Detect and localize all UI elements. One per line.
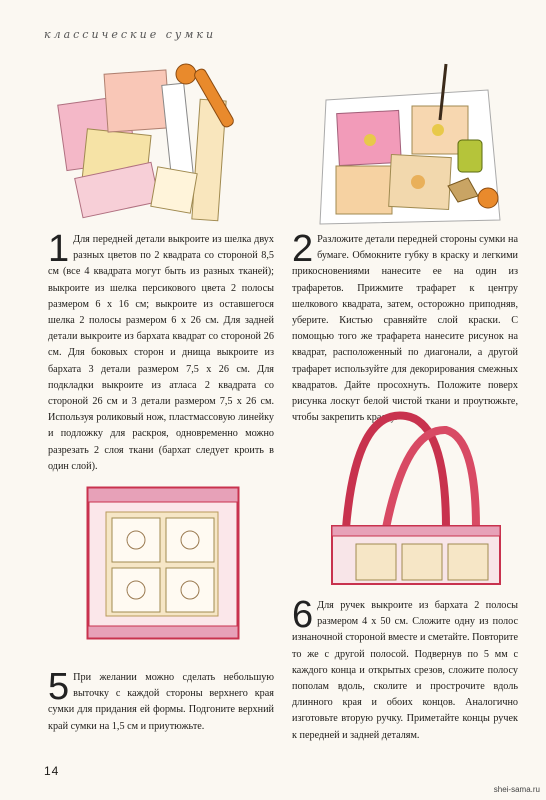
step-6-text: Для ручек выкроите из бархата 2 полосы размером 4 х 50 см. Сложите одну из полос изнаночной стороной вместе и сметайте. Повторите то же с другой полосой. Подвернув по 5 мм с каждого конца и открытых срезов, сложите полосу пополам вдоль, сколите и прострочите вдоль длинного края и обоих концов. Аналогично изготовьте вторую ручку. Приметайте концы ручек к передней и задней деталям. [292,600,519,741]
step-5-text: При желании можно сделать небольшую выточку с каждой стороны верхнего края сумки для придания ей формы. Подгоните верхний край сумки на 1,5 см и приутюжьте. [48,672,274,732]
step-6 [292,594,519,744]
page-number: 14 [44,764,60,778]
step-6-number: 6 [292,594,314,636]
step-5-number: 5 [48,666,70,708]
step-1-number: 1 [48,228,70,270]
site-watermark: shei-sama.ru [493,785,540,794]
step-1 [48,228,274,475]
bag-handles-illustration [326,398,506,588]
fabric-pieces-illustration [48,60,258,230]
step-2-number: 2 [292,228,314,270]
bag-front-illustration [80,478,250,653]
page-header: классические сумки [44,28,217,41]
step-5 [48,666,274,735]
step-2-text: Разложите детали передней стороны сумки на бумаге. Обмокните губку в краску и легкими прикосновениями нанесите ее на один из трафаретов. Прижмите трафарет к центру шелкового квадрата, затем, осторожно приподняв, уберите. Кистью сравняйте слой краски. С помощью того же трафарета нанесите рисунок на квадрат, расположенный по диагонали, а другой трафарет используйте для декорирования смежных квадратов. Дайте просохнуть. Положите поверх рисунка лоскут белой чистой ткани и проутюжьте, чтобы закрепить краску. [292,234,518,424]
step-1-text: Для передней детали выкроите из шелка двух разных цветов по 2 квадрата со стороной 8,5 см (все 4 квадрата могут быть из разных тканей); выкроите из шелка персикового цвета 2 полосы размером 6 х 16 см; выкроите из оставшегося шелка 2 полосы размером 6 х 26 см. Для задней детали выкроите из бархата квадрат со стороной 26 см. Для боковых сторон и днища выкроите из бархата 3 детали размером 7,5 х 26 см. Для подкладки выкроите из атласа 2 квадрата со стороной 26 см и 3 детали размером 7,5 х 26 см. Используя роликовый нож, пластмассовую линейку и подложку для раскроя, одновременно можно разрезать 2 слоя ткани (бархат следует кроить в один слой). [48,234,274,472]
stencil-painting-illustration [318,60,508,230]
